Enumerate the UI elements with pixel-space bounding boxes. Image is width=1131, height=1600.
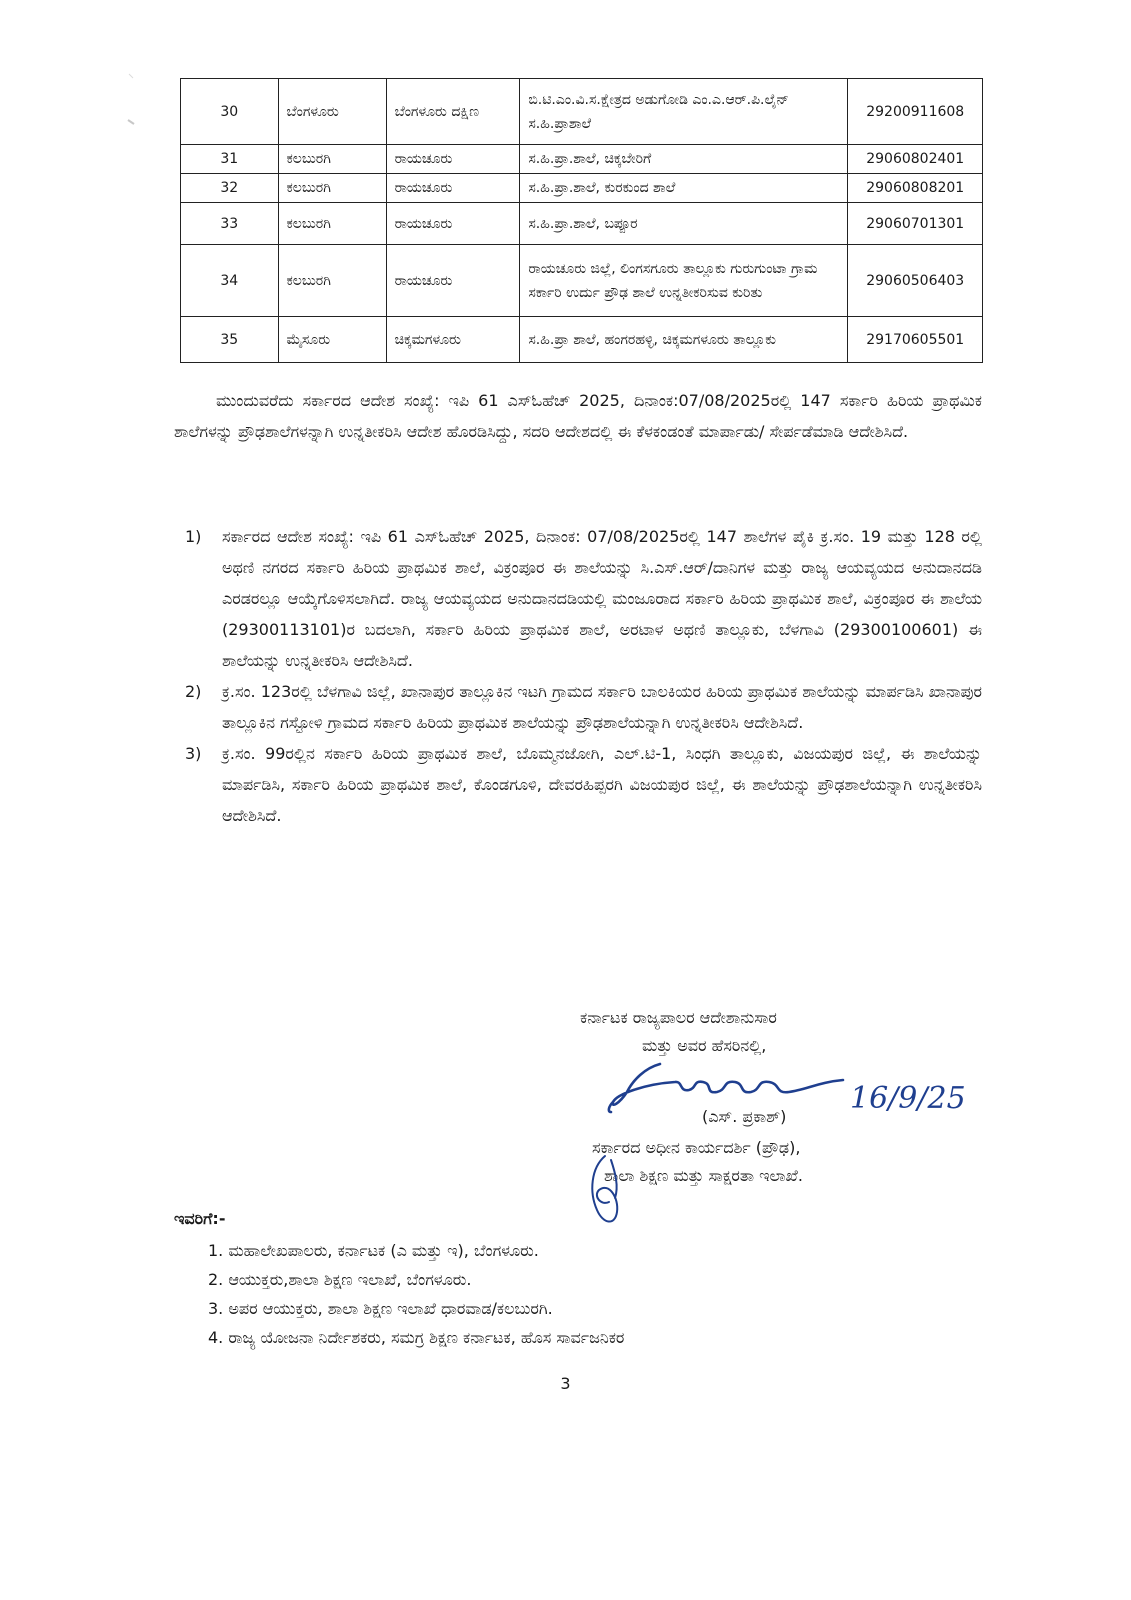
handwritten-signature xyxy=(605,1062,985,1114)
order-point-text: ಕ್ರ.ಸಂ. 99ರಲ್ಲಿನ ಸರ್ಕಾರಿ ಹಿರಿಯ ಪ್ರಾಥಮಿಕ ಶಾಲೆ, ಬೊಮ್ಮನಜೋಗಿ, ಎಲ್.ಟಿ-1, ಸಿಂಧಗಿ ತಾಲ್ಲೂಕು, ವಿಜಯಪುರ ಜಿಲ್ಲೆ, ಈ ಶಾಲೆಯನ್ನು ಮಾರ್ಪಡಿಸಿ, ಸರ್ಕಾರಿ ಹಿರಿಯ ಪ್ರಾಥಮಿಕ ಶಾಲೆ, ಕೊಂಡಗೂಳಿ, ದೇವರಹಿಪ್ಪರಗಿ ವಿಜಯಪುರ ಜಿಲ್ಲೆ, ಈ ಶಾಲೆಯನ್ನು ಪ್ರೌಢಶಾಲೆಯನ್ನಾಗಿ ಉನ್ನತೀಕರಿಸಿ ಆದೇಶಿಸಿದೆ. xyxy=(222,744,982,825)
signatory-department: ಶಾಲಾ ಶಿಕ್ಷಣ ಮತ್ತು ಸಾಕ್ಷರತಾ ಇಲಾಖೆ. xyxy=(604,1166,803,1185)
school-code-cell: 29200911608 xyxy=(848,79,983,145)
serial-number-cell: 33 xyxy=(181,203,279,245)
serial-number-cell: 30 xyxy=(181,79,279,145)
order-point xyxy=(185,738,982,831)
table-row xyxy=(181,203,983,245)
order-point xyxy=(185,676,982,738)
school-code-cell: 29060802401 xyxy=(848,145,983,174)
school-code-cell: 29170605501 xyxy=(848,317,983,363)
intro-paragraph: ಮುಂದುವರೆದು ಸರ್ಕಾರದ ಆದೇಶ ಸಂಖ್ಯೆ: ಇಪಿ 61 ಎಸ್‌ಓಹೆಚ್ 2025, ದಿನಾಂಕ:07/08/2025ರಲ್ಲಿ 147 ಸರ್ಕಾರಿ ಹಿರಿಯ ಪ್ರಾಥಮಿಕ ಶಾಲೆಗಳನ್ನು ಪ್ರೌಢಶಾಲೆಗಳನ್ನಾಗಿ ಉನ್ನತೀಕರಿಸಿ ಆದೇಶ ಹೊರಡಿಸಿದ್ದು, ಸದರಿ ಆದೇಶದಲ್ಲಿ ಈ ಕೆಳಕಂಡಂತೆ ಮಾರ್ಪಾಡು/ ಸೇರ್ಪಡೆಮಾಡಿ ಆದೇಶಿಸಿದೆ. xyxy=(174,391,982,441)
serial-number-cell: 31 xyxy=(181,145,279,174)
district-cell: ಕಲಬುರಗಿ xyxy=(278,145,386,174)
recipient-item: 2. ಆಯುಕ್ತರು,ಶಾಲಾ ಶಿಕ್ಷಣ ಇಲಾಖೆ, ಬೆಂಗಳೂರು. xyxy=(208,1270,472,1289)
block-cell: ರಾಯಚೂರು xyxy=(386,203,520,245)
serial-number-cell: 32 xyxy=(181,174,279,203)
order-point-number: 2) xyxy=(185,682,202,701)
signatory-name: (ಎಸ್. ಪ್ರಕಾಶ್) xyxy=(702,1107,787,1126)
serial-number-cell: 35 xyxy=(181,317,279,363)
table-row xyxy=(181,317,983,363)
school-name-cell: ಸ.ಹಿ.ಪ್ರಾ ಶಾಲೆ, ಹಂಗರಹಳ್ಳಿ, ಚಿಕ್ಕಮಗಳೂರು ತಾಲ್ಲೂಕು xyxy=(520,317,848,363)
signature-authority-line: ಕರ್ನಾಟಕ ರಾಜ್ಯಪಾಲರ ಆದೇಶಾನುಸಾರ xyxy=(580,1008,777,1027)
order-point-text: ಕ್ರ.ಸಂ. 123ರಲ್ಲಿ ಬೆಳಗಾವಿ ಜಿಲ್ಲೆ, ಖಾನಾಪುರ ತಾಲ್ಲೂಕಿನ ಇಟಗಿ ಗ್ರಾಮದ ಸರ್ಕಾರಿ ಬಾಲಕಿಯರ ಹಿರಿಯ ಪ್ರಾಥಮಿಕ ಶಾಲೆಯನ್ನು ಮಾರ್ಪಡಿಸಿ ಖಾನಾಪುರ ತಾಲ್ಲೂಕಿನ ಗಸ್ಟೋಳಿ ಗ್ರಾಮದ ಸರ್ಕಾರಿ ಹಿರಿಯ ಪ್ರಾಥಮಿಕ ಶಾಲೆಯನ್ನು ಪ್ರೌಢಶಾಲೆಯನ್ನಾಗಿ ಉನ್ನತೀಕರಿಸಿ ಆದೇಶಿಸಿದೆ. xyxy=(222,682,982,732)
school-code-cell: 29060808201 xyxy=(848,174,983,203)
table-row xyxy=(181,174,983,203)
order-points-list xyxy=(185,521,982,831)
school-name-cell: ಸ.ಹಿ.ಪ್ರಾ.ಶಾಲೆ, ಬಪ್ಪೂರ xyxy=(520,203,848,245)
block-cell: ರಾಯಚೂರು xyxy=(386,174,520,203)
order-point-number: 3) xyxy=(185,744,202,763)
school-name-cell: ಸ.ಹಿ.ಪ್ರಾ.ಶಾಲೆ, ಕುರಕುಂದ ಶಾಲೆ xyxy=(520,174,848,203)
recipient-item: 3. ಅಪರ ಆಯುಕ್ತರು, ಶಾಲಾ ಶಿಕ್ಷಣ ಇಲಾಖೆ ಧಾರವಾಡ/ಕಲಬುರಗಿ. xyxy=(208,1299,553,1318)
recipient-item: 1. ಮಹಾಲೇಖಪಾಲರು, ಕರ್ನಾಟಕ (ಎ ಮತ್ತು ಇ), ಬೆಂಗಳೂರು. xyxy=(208,1241,539,1260)
table-row xyxy=(181,245,983,317)
table-row xyxy=(181,79,983,145)
block-cell: ಬೆಂಗಳೂರು ದಕ್ಷಿಣ xyxy=(386,79,520,145)
school-name-cell: ರಾಯಚೂರು ಜಿಲ್ಲೆ, ಲಿಂಗಸಗೂರು ತಾಲ್ಲೂಕು ಗುರುಗುಂಟಾ ಗ್ರಾಮ ಸರ್ಕಾರಿ ಉರ್ದು ಪ್ರೌಢ ಶಾಲೆ ಉನ್ನತೀಕರಿಸುವ ಕುರಿತು xyxy=(520,245,848,317)
table-row xyxy=(181,145,983,174)
school-code-cell: 29060506403 xyxy=(848,245,983,317)
signature-on-behalf-line: ಮತ್ತು ಅವರ ಹೆಸರಿನಲ್ಲಿ, xyxy=(642,1036,767,1055)
page-number: 3 xyxy=(560,1374,571,1393)
recipients-heading: ಇವರಿಗೆ:- xyxy=(174,1209,226,1228)
block-cell: ರಾಯಚೂರು xyxy=(386,145,520,174)
signatory-designation: ಸರ್ಕಾರದ ಅಧೀನ ಕಾರ್ಯದರ್ಶಿ (ಪ್ರೌಢ), xyxy=(592,1138,801,1157)
school-code-cell: 29060701301 xyxy=(848,203,983,245)
order-point-text: ಸರ್ಕಾರದ ಆದೇಶ ಸಂಖ್ಯೆ: ಇಪಿ 61 ಎಸ್‌ಓಹೆಚ್ 2025, ದಿನಾಂಕ: 07/08/2025ರಲ್ಲಿ 147 ಶಾಲೆಗಳ ಪೈಕಿ ಕ್ರ.ಸಂ. 19 ಮತ್ತು 128 ರಲ್ಲಿ ಅಥಣಿ ನಗರದ ಸರ್ಕಾರಿ ಹಿರಿಯ ಪ್ರಾಥಮಿಕ ಶಾಲೆ, ವಿಕ್ರಂಪೂರ ಈ ಶಾಲೆಯನ್ನು ಸಿ.ಎಸ್.ಆರ್/ದಾನಿಗಳ ಮತ್ತು ರಾಜ್ಯ ಆಯವ್ಯಯದ ಅನುದಾನದಡಿ ಎರಡರಲ್ಲೂ ಆಯ್ಕೆಗೊಳಿಸಲಾಗಿದೆ. ರಾಜ್ಯ ಆಯವ್ಯಯದ ಅನುದಾನದಡಿಯಲ್ಲಿ ಮಂಜೂರಾದ ಸರ್ಕಾರಿ ಹಿರಿಯ ಪ್ರಾಥಮಿಕ ಶಾಲೆ, ವಿಕ್ರಂಪೂರ ಈ ಶಾಲೆಯ (29300113101)ರ ಬದಲಾಗಿ, ಸರ್ಕಾರಿ ಹಿರಿಯ ಪ್ರಾಥಮಿಕ ಶಾಲೆ, ಅರಟಾಳ ಅಥಣಿ ತಾಲ್ಲೂಕು, ಬೆಳಗಾವಿ (29300100601) ಈ ಶಾಲೆಯನ್ನು ಉನ್ನತೀಕರಿಸಿ ಆದೇಶಿಸಿದೆ. xyxy=(222,527,982,670)
district-cell: ಬೆಂಗಳೂರು xyxy=(278,79,386,145)
order-point-number: 1) xyxy=(185,527,202,546)
district-cell: ಮೈಸೂರು xyxy=(278,317,386,363)
recipients-list xyxy=(208,1236,624,1352)
initial-mark xyxy=(585,1152,625,1230)
district-cell: ಕಲಬುರಗಿ xyxy=(278,245,386,317)
block-cell: ಚಿಕ್ಕಮಗಳೂರು xyxy=(386,317,520,363)
school-name-cell: ಸ.ಹಿ.ಪ್ರಾ.ಶಾಲೆ, ಚಿಕ್ಕಬೇರಿಗೆ xyxy=(520,145,848,174)
district-cell: ಕಲಬುರಗಿ xyxy=(278,174,386,203)
school-name-cell: ಬಿ.ಟಿ.ಎಂ.ವಿ.ಸ.ಕ್ಷೇತ್ರದ ಅಡುಗೋಡಿ ಎಂ.ಎ.ಆರ್.ಪಿ.ಲೈನ್ ಸ.ಹಿ.ಪ್ರಾಶಾಲೆ xyxy=(520,79,848,145)
serial-number-cell: 34 xyxy=(181,245,279,317)
recipient-item: 4. ರಾಜ್ಯ ಯೋಜನಾ ನಿರ್ದೇಶಕರು, ಸಮಗ್ರ ಶಿಕ್ಷಣ ಕರ್ನಾಟಕ, ಹೊಸ ಸಾರ್ವಜನಿಕರ xyxy=(208,1328,625,1347)
order-point xyxy=(185,521,982,676)
school-table xyxy=(180,78,983,363)
block-cell: ರಾಯಚೂರು xyxy=(386,245,520,317)
district-cell: ಕಲಬುರಗಿ xyxy=(278,203,386,245)
handwritten-date: 16/9/25 xyxy=(850,1081,966,1114)
